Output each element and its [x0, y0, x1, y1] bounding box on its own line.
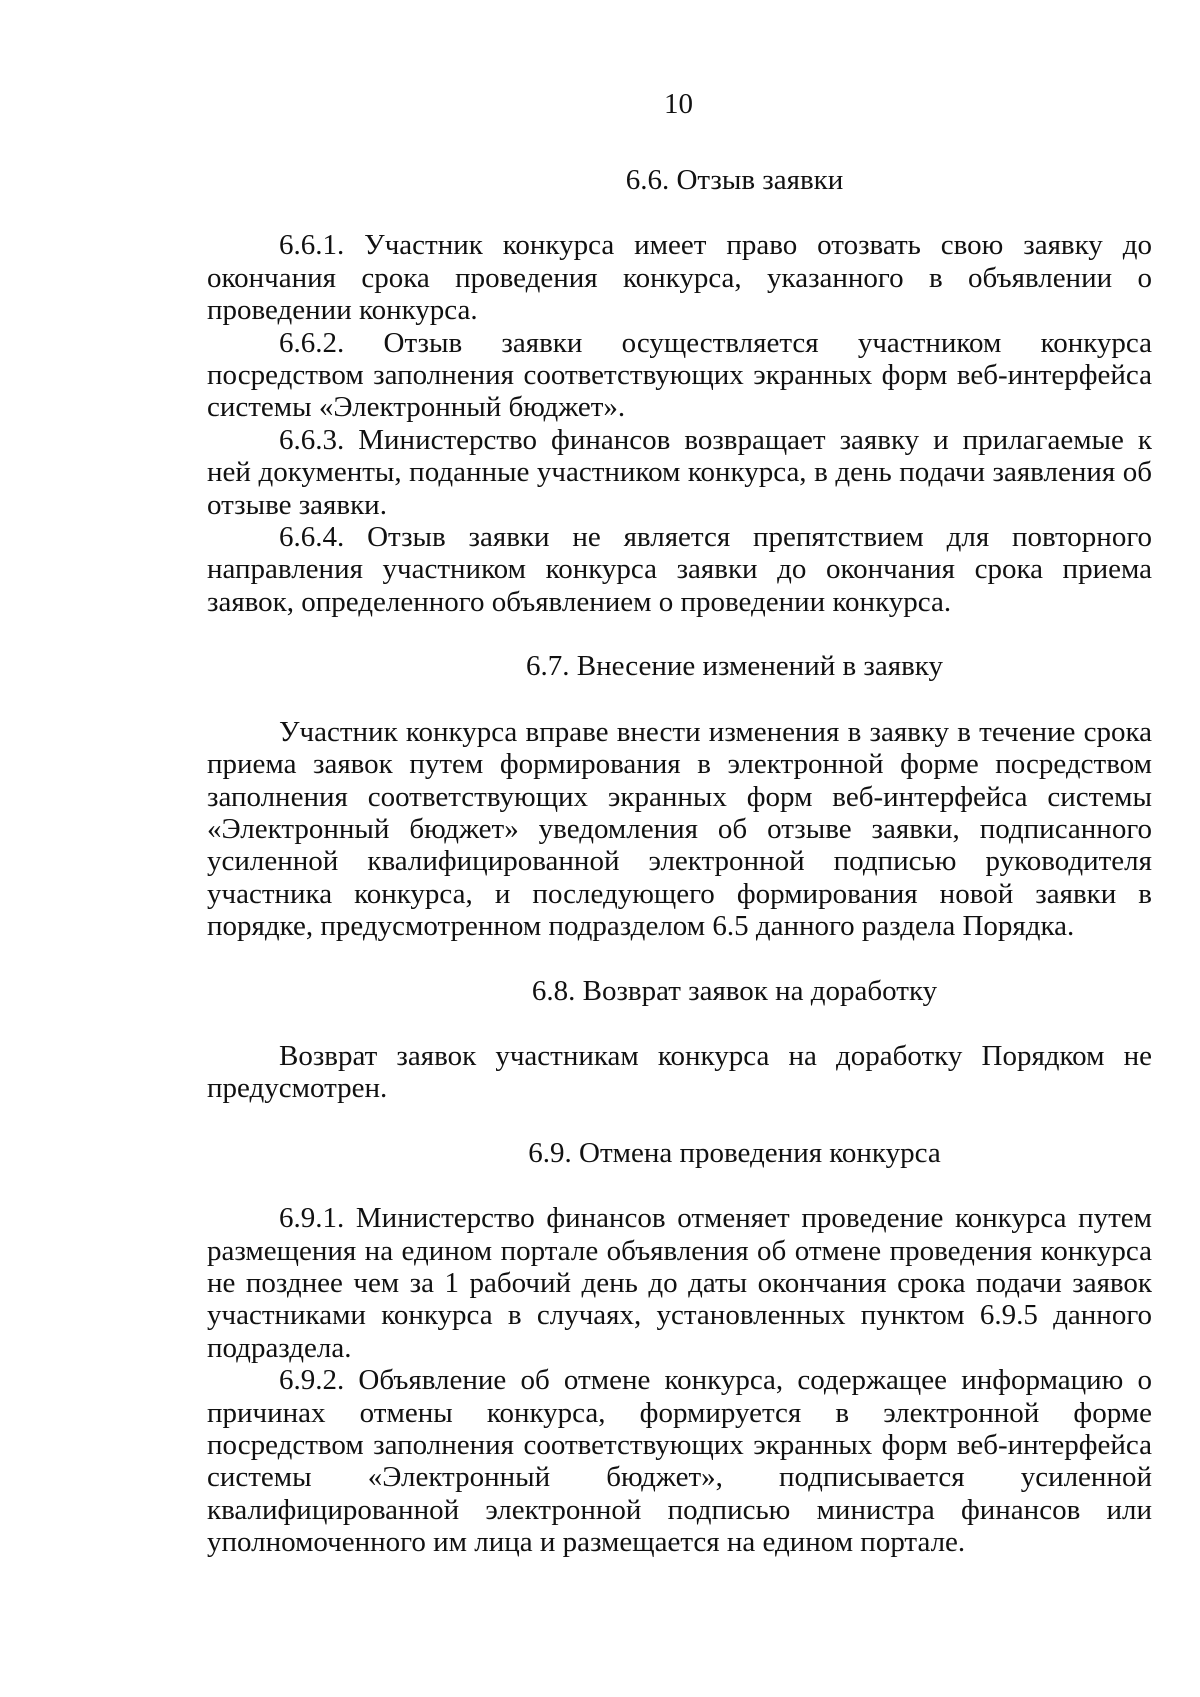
paragraph-6-6-3: 6.6.3. Министерство финансов возвращает заявку и прилагаемые к ней документы, поданные участником конкурса, в день подачи заявления об отзыве заявки. — [207, 423, 1152, 521]
paragraph-6-7: Участник конкурса вправе внести изменения в заявку в течение срока приема заявок путем формирования в электронной форме посредством заполнения соответствующих экранных форм веб-интерфейса системы «Электронный бюджет» уведомления об отзыве заявки, подписанного усиленной квалифицированной электронной подписью руководителя участника конкурса, и последующего формирования новой заявки в порядке, предусмотренном подразделом 6.5 данного раздела Порядка. — [207, 715, 1152, 943]
section-heading-6-7: 6.7. Внесение изменений в заявку — [526, 650, 943, 683]
paragraph-6-8: Возврат заявок участникам конкурса на доработку Порядком не предусмотрен. — [207, 1039, 1152, 1105]
document-body — [207, 164, 1152, 1559]
section-heading-6-9: 6.9. Отмена проведения конкурса — [528, 1136, 941, 1169]
section-heading-6-8: 6.8. Возврат заявок на доработку — [531, 974, 938, 1007]
paragraph-6-6-4: 6.6.4. Отзыв заявки не является препятствием для повторного направления участником конкурса заявки до окончания срока приема заявок, определенного объявлением о проведении конкурса. — [207, 521, 1152, 618]
paragraph-6-9-1: 6.9.1. Министерство финансов отменяет проведение конкурса путем размещения на едином портале объявления об отмене проведения конкурса не позднее чем за 1 рабочий день до даты окончания срока подачи заявок участниками конкурса в случаях, установленных пунктом 6.9.5 данного подраздела. — [207, 1202, 1152, 1364]
paragraph-6-6-1: 6.6.1. Участник конкурса имеет право отозвать свою заявку до окончания срока проведения конкурса, указанного в объявлении о проведении конкурса. — [207, 229, 1152, 327]
paragraph-6-6-2: 6.6.2. Отзыв заявки осуществляется участником конкурса посредством заполнения соответствующих экранных форм веб-интерфейса системы «Электронный бюджет». — [207, 326, 1152, 424]
page-number: 10 — [664, 88, 693, 120]
paragraph-6-9-2: 6.9.2. Объявление об отмене конкурса, содержащее информацию о причинах отмены конкурса, формируется в электронной форме посредством заполнения соответствующих экранных форм веб-интерфейса системы «Электронный бюджет», подписывается усиленной квалифицированной электронной подписью министра финансов или уполномоченного им лица и размещается на едином портале. — [207, 1364, 1152, 1559]
section-heading-6-6: 6.6. Отзыв заявки — [625, 164, 844, 196]
